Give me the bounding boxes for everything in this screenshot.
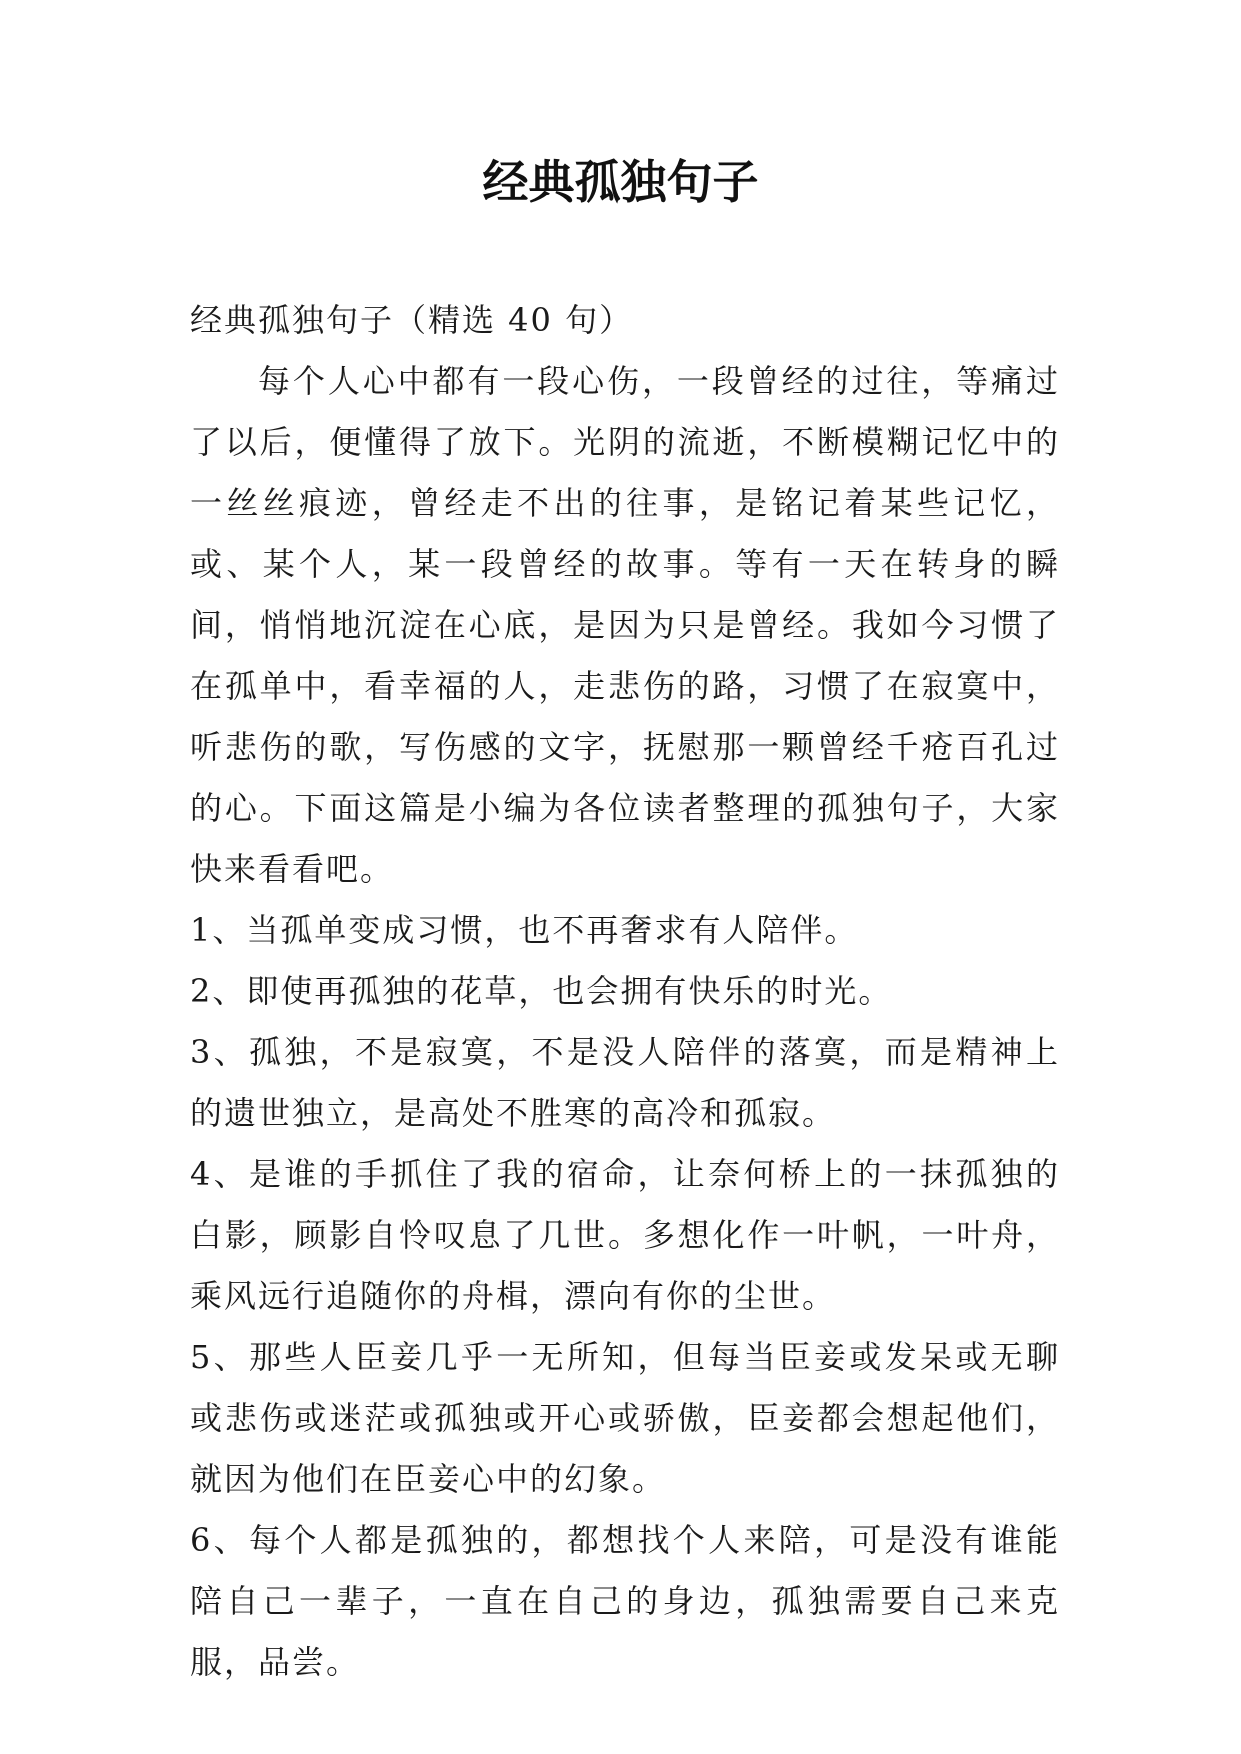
list-item: 1、当孤单变成习惯，也不再奢求有人陪伴。: [190, 911, 859, 949]
list-item: 5、那些人臣妾几乎一无所知，但每当臣妾或发呆或无聊或悲伤或迷茫或孤独或开心或骄傲，臣妾都会想起他们，就因为他们在臣妾心中的幻象。: [190, 1338, 1060, 1498]
list-item: 6、每个人都是孤独的，都想找个人来陪，可是没有谁能陪自己一辈子，一直在自己的身边，孤独需要自己来克服，品尝。: [190, 1521, 1060, 1681]
document-body: [190, 290, 1060, 1693]
document-subtitle: 经典孤独句子（精选 40 句）: [190, 301, 634, 339]
list-item: 3、孤独，不是寂寞，不是没人陪伴的落寞，而是精神上的遗世独立，是高处不胜寒的高冷和孤寂。: [190, 1033, 1060, 1132]
intro-paragraph: 每个人心中都有一段心伤，一段曾经的过往，等痛过了以后，便懂得了放下。光阴的流逝，不断模糊记忆中的一丝丝痕迹，曾经走不出的往事，是铭记着某些记忆，或、某个人，某一段曾经的故事。等有一天在转身的瞬间，悄悄地沉淀在心底，是因为只是曾经。我如今习惯了在孤单中，看幸福的人，走悲伤的路，习惯了在寂寞中，听悲伤的歌，写伤感的文字，抚慰那一颗曾经千疮百孔过的心。下面这篇是小编为各位读者整理的孤独句子，大家快来看看吧。: [190, 362, 1060, 888]
document-title: 经典孤独句子: [482, 155, 759, 209]
list-item: 4、是谁的手抓住了我的宿命，让奈何桥上的一抹孤独的白影，顾影自怜叹息了几世。多想化作一叶帆，一叶舟，乘风远行追随你的舟楫，漂向有你的尘世。: [190, 1155, 1060, 1315]
list-item: 2、即使再孤独的花草，也会拥有快乐的时光。: [190, 972, 893, 1010]
